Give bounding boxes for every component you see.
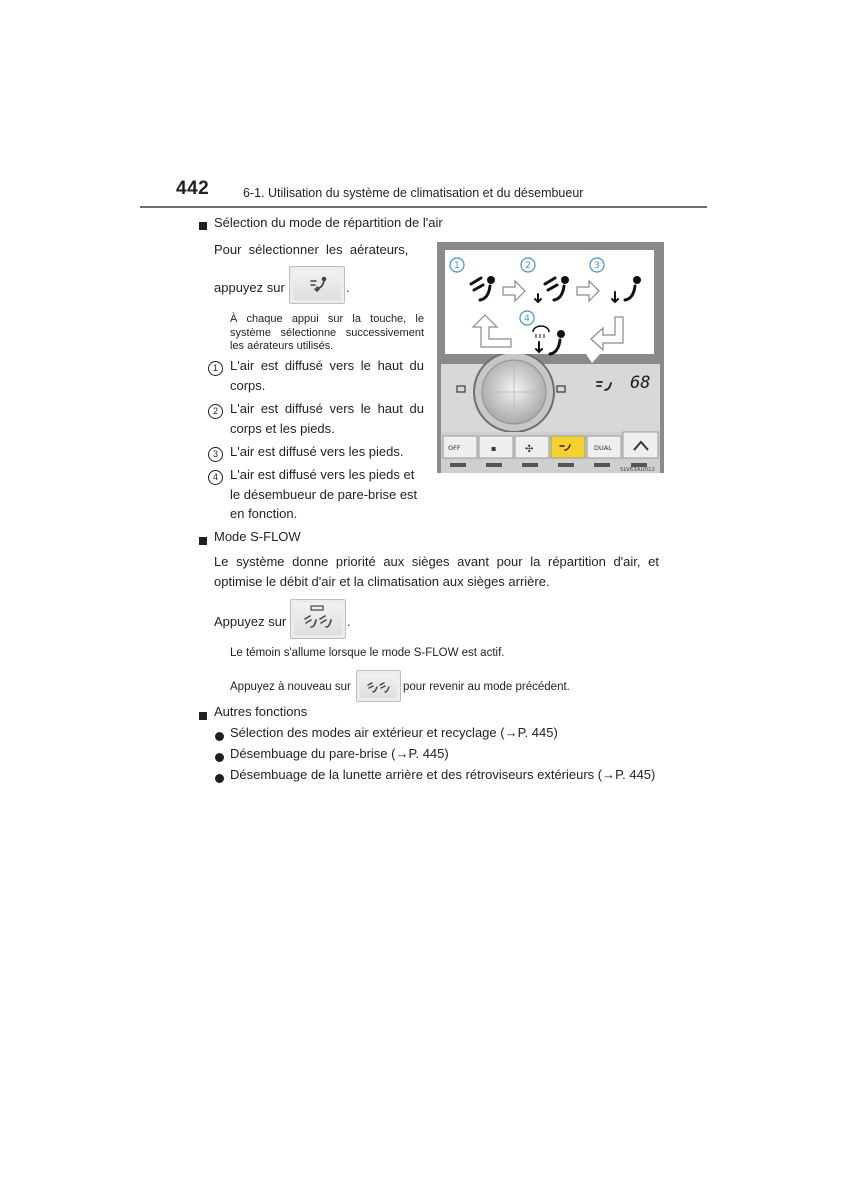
list-item-feet: L'air est diffusé vers les pieds. [230,444,404,459]
callout-4: 4 [524,314,530,324]
s-flow-button-image [290,599,346,639]
callout-1: 1 [454,261,460,271]
period: . [346,280,350,295]
callout-2: 2 [525,261,531,271]
section-heading-s-flow: Mode S-FLOW [214,529,301,544]
bullet-item-air-mode: Sélection des modes air extérieur et recyclage (→P. 445) [230,725,558,740]
temperature-display: 68 [630,373,651,393]
section-marker [199,707,207,725]
s-flow-icon [357,671,400,701]
s-flow-return-text: pour revenir au mode précédent. [403,681,570,693]
list-item-upper-body: L'air est diffusé vers le haut du corps. [230,358,424,393]
svg-text:▪: ▪ [491,444,497,453]
period: . [347,614,351,629]
callout-3: 3 [594,261,600,271]
page-number: 442 [176,178,210,199]
s-flow-button-image-small [356,670,401,702]
climate-panel-figure [437,242,664,473]
list-item-feet-defroster: L'air est diffusé vers les pieds et le désembueur de pare-brise est en fonction. [230,467,418,521]
dual-button-label: DUAL [594,444,612,452]
s-flow-press-text: Appuyez sur [214,614,287,629]
mode-note: À chaque appui sur la touche, le système sélectionne successivement les aérateurs utilisés. [230,313,424,352]
section-marker [199,217,207,235]
header-divider [140,206,707,208]
list-number-1: 1 [208,358,223,376]
list-number-4: 4 [208,467,223,485]
list-number-2: 2 [208,401,223,419]
bullet-icon [215,770,224,788]
air-mode-button-image [289,266,345,304]
s-flow-indicator-note: Le témoin s'allume lorsque le mode S-FLOW est actif. [230,647,505,659]
list-item-upper-body-feet: L'air est diffusé vers le haut du corps et les pieds. [230,401,424,436]
section-marker [199,532,207,550]
section-heading-other-functions: Autres fonctions [214,704,308,719]
bullet-icon [215,749,224,767]
bullet-icon [215,728,224,746]
svg-text:✣: ✣ [525,444,534,455]
s-flow-press-again-text: Appuyez à nouveau sur [230,681,351,693]
section-heading-air-distribution: Sélection du mode de répartition de l'air [214,215,443,230]
bullet-item-rear-window: Désembuage de la lunette arrière et des rétroviseurs extérieurs (→P. 445) [230,767,656,782]
chapter-title: 6-1. Utilisation du système de climatisation et du désembueur [243,186,584,200]
figure-code: SLV63AU012 [620,467,655,473]
air-mode-icon [290,267,344,303]
s-flow-icon [291,600,345,638]
s-flow-description: Le système donne priorité aux sièges avant pour la répartition d'air, et optimise le débit d'air et la climatisation aux sièges arrière. [214,554,659,589]
bullet-item-windshield: Désembuage du pare-brise (→P. 445) [230,746,449,761]
intro-text: Pour sélectionner les aérateurs, [214,242,409,257]
climate-panel-illustration [437,242,664,473]
list-number-3: 3 [208,444,223,462]
off-button-label: OFF [448,444,461,452]
intro-press-text: appuyez sur [214,280,285,295]
